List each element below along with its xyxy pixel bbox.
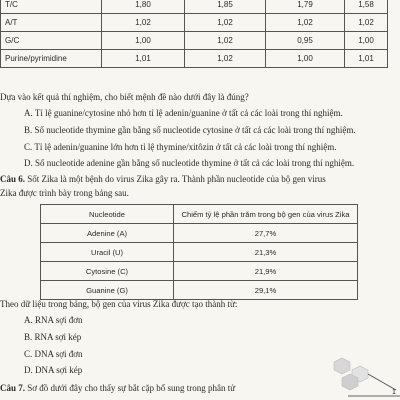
molecule-diagram-icon bbox=[292, 352, 400, 400]
table-cell: 1,02 bbox=[185, 14, 266, 32]
option-a: A. RNA sợi đơn bbox=[24, 315, 83, 325]
table-row bbox=[41, 281, 358, 300]
zika-nucleotide-table bbox=[40, 204, 358, 300]
table-cell: 1,58 bbox=[345, 0, 388, 14]
table-cell: 1,79 bbox=[266, 0, 345, 14]
table-cell: 27,7% bbox=[174, 224, 358, 243]
table-row bbox=[1, 0, 388, 14]
row-label: T/C bbox=[1, 0, 102, 14]
table-row bbox=[1, 50, 388, 68]
table-cell: 1,02 bbox=[185, 32, 266, 50]
option-b: B. RNA sợi kép bbox=[24, 332, 82, 342]
table-cell: 21,3% bbox=[174, 243, 358, 262]
table-row bbox=[41, 262, 358, 281]
table-cell: 1,00 bbox=[345, 32, 388, 50]
row-label: G/C bbox=[1, 32, 102, 50]
table-cell: 1,02 bbox=[185, 50, 266, 68]
table-cell: Uracil (U) bbox=[41, 243, 174, 262]
option-a: A. Tỉ lệ guanine/cytosine nhỏ hơn tỉ lệ adenin/guanine ở tất cả các loài trong thí nghiệm. bbox=[24, 108, 343, 118]
table-cell: 1,01 bbox=[102, 50, 185, 68]
table-header-row bbox=[41, 205, 358, 224]
table-cell: 1,00 bbox=[102, 32, 185, 50]
table-cell: 1,02 bbox=[266, 14, 345, 32]
table-row bbox=[41, 224, 358, 243]
table-cell: 1,00 bbox=[266, 50, 345, 68]
column-header: Chiếm tỷ lệ phần trăm trong bộ gen của virus Zika bbox=[174, 205, 358, 224]
table-cell: 21,9% bbox=[174, 262, 358, 281]
question-7-line1: Sơ đồ dưới đây cho thấy sự bắt cặp bổ sung trong phân tử bbox=[25, 383, 236, 393]
question-6-line2: Zika được trình bày trong bảng sau. bbox=[0, 188, 129, 198]
option-c: C. Tỉ lệ adenin/guanine lớn hơn tỉ lệ thymine/xitôzin ở tất cả các loài trong thí nghiệm. bbox=[24, 142, 337, 152]
table-cell: 0,95 bbox=[266, 32, 345, 50]
option-b: B. Số nucleotide thymine gần bằng số nucleotide cytosine ở tất cả các loài trong thí nghiệm. bbox=[24, 125, 356, 135]
question-7-label: Câu 7. bbox=[0, 383, 26, 393]
table-row bbox=[1, 32, 388, 50]
table-row bbox=[41, 243, 358, 262]
question-7-text bbox=[0, 382, 235, 394]
svg-text:1: 1 bbox=[392, 389, 396, 396]
table-cell: Guanine (G) bbox=[41, 281, 174, 300]
table-row bbox=[1, 14, 388, 32]
nucleotide-ratio-table bbox=[0, 0, 388, 68]
question-6-line1: Sốt Zika là một bệnh do virus Zika gây ra. Thành phần nucleotide của bộ gen virus bbox=[25, 174, 326, 184]
table-cell: 1,02 bbox=[102, 14, 185, 32]
option-d: D. Số nucleotide adenine gần bằng số nucleotide thymine ở tất cả các loài trong thí nghiệm. bbox=[24, 158, 355, 168]
row-label: Purine/pyrimidine bbox=[1, 50, 102, 68]
column-header: Nucleotide bbox=[41, 205, 174, 224]
option-d: D. DNA sợi kép bbox=[24, 365, 83, 375]
table-cell: 1,85 bbox=[185, 0, 266, 14]
question-prompt: Dựa vào kết quả thí nghiệm, cho biết mệnh đề nào dưới đây là đúng? bbox=[0, 92, 249, 102]
table-cell: 29,1% bbox=[174, 281, 358, 300]
table-cell: 1,02 bbox=[345, 14, 388, 32]
table-cell: Adenine (A) bbox=[41, 224, 174, 243]
row-label: A/T bbox=[1, 14, 102, 32]
question-6-text bbox=[0, 173, 326, 185]
table-cell: 1,01 bbox=[345, 50, 388, 68]
question-6-prompt: Theo dữ liệu trong bảng, bộ gen của virus Zika được tạo thành từ: bbox=[0, 299, 238, 309]
option-c: C. DNA sợi đơn bbox=[24, 349, 83, 359]
table-cell: Cytosine (C) bbox=[41, 262, 174, 281]
question-6-label: Câu 6. bbox=[0, 174, 26, 184]
table-cell: 1,80 bbox=[102, 0, 185, 14]
